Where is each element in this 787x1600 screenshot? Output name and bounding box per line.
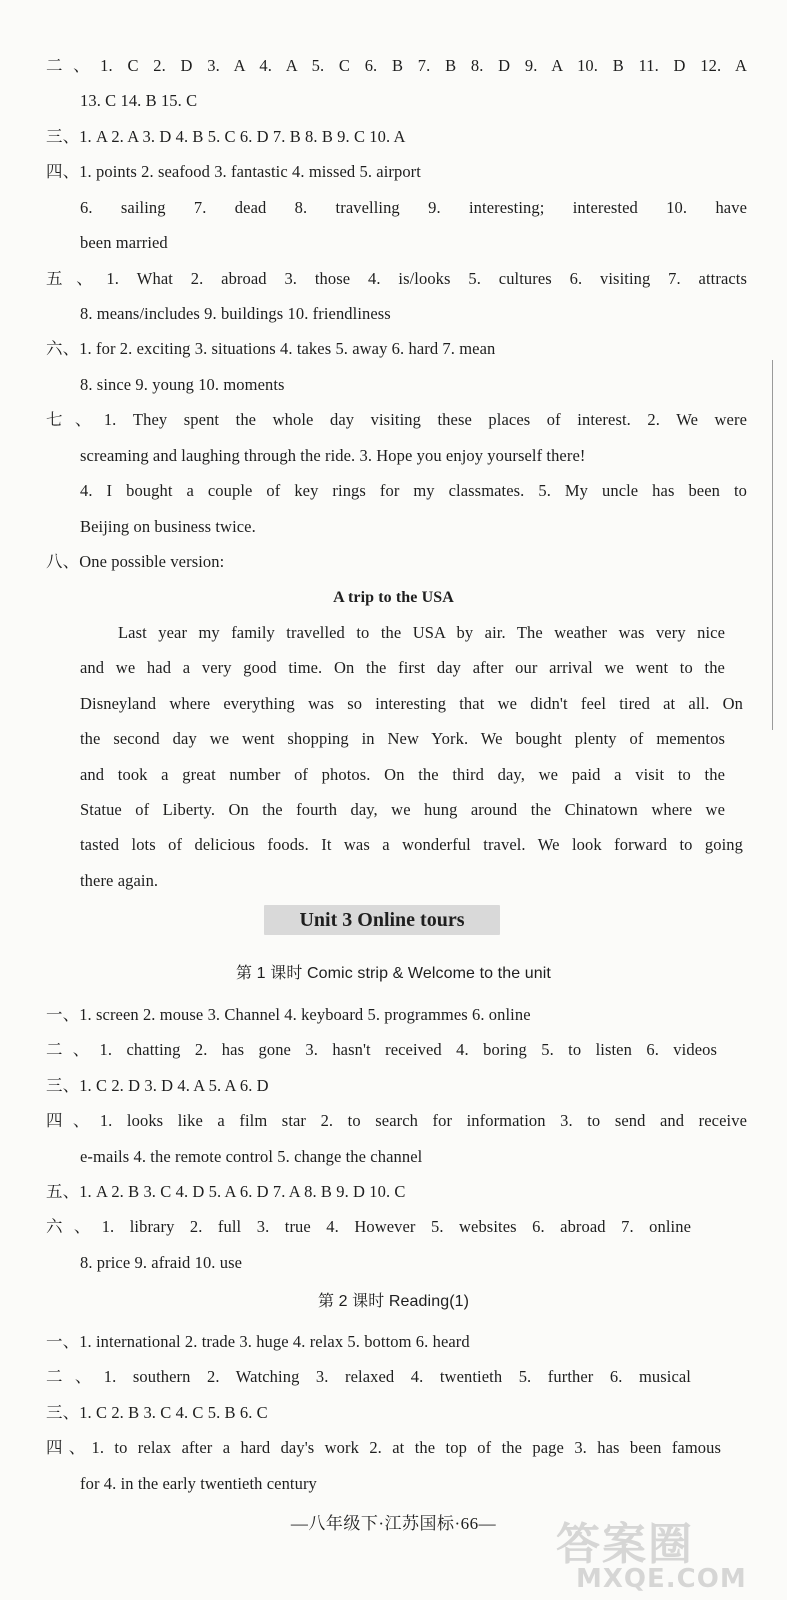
answer-line: for 4. in the early twentieth century (80, 1474, 317, 1493)
answer-line: 二、1. chatting 2. has gone 3. hasn't received 4. boring 5. to listen 6. videos (46, 1040, 717, 1059)
answer-line: 8. since 9. young 10. moments (80, 375, 285, 394)
essay-title: A trip to the USA (333, 589, 454, 606)
essay-line: the second day we went shopping in New York. We bought plenty of mementos (80, 729, 725, 748)
essay-line: Disneyland where everything was so interesting that we didn't feel tired at all. On (80, 694, 743, 713)
essay-line: Statue of Liberty. On the fourth day, we hung around the Chinatown where we (80, 800, 725, 819)
site-watermark (530, 1508, 780, 1598)
unit-title: Unit 3 Online tours (299, 909, 465, 931)
answer-line: 三、1. A 2. A 3. D 4. B 5. C 6. D 7. B 8. B 9. C 10. A (46, 127, 406, 146)
watermark-text-cn: 答案圈 (556, 1519, 694, 1570)
answer-line: 七、1. They spent the whole day visiting these places of interest. 2. We were (46, 410, 747, 429)
answer-line: 8. price 9. afraid 10. use (80, 1253, 243, 1272)
answer-line: 五、1. What 2. abroad 3. those 4. is/looks 5. cultures 6. visiting 7. attracts (46, 269, 747, 288)
answer-line: 一、1. screen 2. mouse 3. Channel 4. keyboard 5. programmes 6. online (46, 1005, 531, 1024)
answer-line: 五、1. A 2. B 3. C 4. D 5. A 6. D 7. A 8. B 9. D 10. C (46, 1182, 406, 1201)
essay-line: tasted lots of delicious foods. It was a wonderful travel. We look forward to going (80, 835, 743, 854)
answer-line: Beijing on business twice. (80, 517, 256, 536)
answer-line: e-mails 4. the remote control 5. change the channel (80, 1147, 423, 1166)
answer-line: 8. means/includes 9. buildings 10. friendliness (80, 304, 391, 323)
answer-line: 四、1. to relax after a hard day's work 2. at the top of the page 3. has been famous (46, 1438, 721, 1457)
answer-line: 三、1. C 2. D 3. D 4. A 5. A 6. D (46, 1076, 269, 1095)
essay-line: and we had a very good time. On the first day after our arrival we went to the (80, 658, 725, 677)
answer-line: 4. I bought a couple of key rings for my classmates. 5. My uncle has been to (80, 481, 747, 500)
answer-line: 三、1. C 2. B 3. C 4. C 5. B 6. C (46, 1403, 268, 1422)
answer-line: 四、1. looks like a film star 2. to search for information 3. to send and receive (46, 1111, 747, 1130)
essay-line: and took a great number of photos. On the third day, we paid a visit to the (80, 765, 725, 784)
answer-line: screaming and laughing through the ride. 3. Hope you enjoy yourself there! (80, 446, 586, 465)
lesson-title: 第 2 课时 Reading(1) (317, 1293, 470, 1310)
answer-line: 二、1. southern 2. Watching 3. relaxed 4. twentieth 5. further 6. musical (46, 1367, 691, 1386)
lesson-title: 第 1 课时 Comic strip & Welcome to the unit (236, 965, 551, 982)
essay-line: Last year my family travelled to the USA by air. The weather was very nice (118, 623, 725, 642)
scan-edge-line (772, 360, 773, 730)
answer-line: 二、1. C 2. D 3. A 4. A 5. C 6. B 7. B 8. D 9. A 10. B 11. D 12. A (46, 56, 747, 75)
answer-line: 六、1. library 2. full 3. true 4. However 5. websites 6. abroad 7. online (46, 1217, 691, 1236)
answer-line: 一、1. international 2. trade 3. huge 4. relax 5. bottom 6. heard (46, 1332, 470, 1351)
essay-line: there again. (80, 871, 159, 890)
answer-line: 八、One possible version: (46, 552, 225, 571)
watermark-text-en: MXQE.COM (576, 1564, 747, 1594)
page-footer: —八年级下·江苏国标·66— (290, 1514, 497, 1533)
answer-line: been married (80, 233, 168, 252)
answer-line: 六、1. for 2. exciting 3. situations 4. takes 5. away 6. hard 7. mean (46, 339, 496, 358)
answer-line: 四、1. points 2. seafood 3. fantastic 4. missed 5. airport (46, 162, 421, 181)
answer-line: 13. C 14. B 15. C (80, 91, 198, 110)
answer-line: 6. sailing 7. dead 8. travelling 9. interesting; interested 10. have (80, 198, 747, 217)
